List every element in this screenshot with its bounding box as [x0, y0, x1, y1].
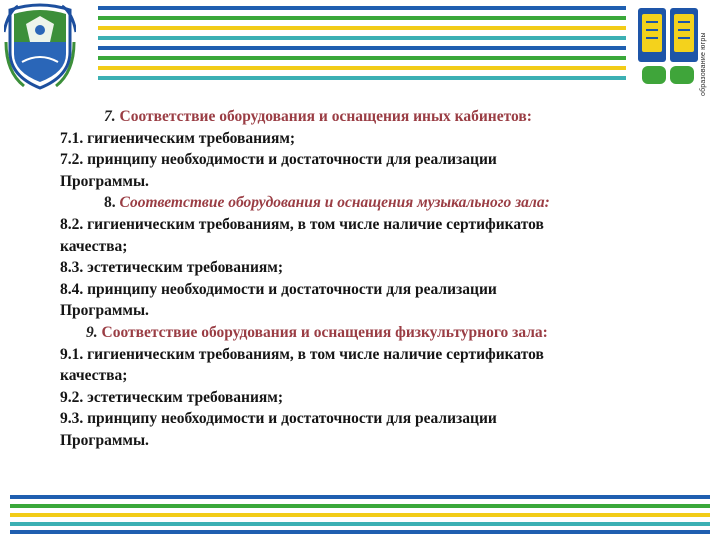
stripe-green	[10, 504, 710, 508]
section-heading	[60, 322, 660, 344]
section-number: 7.	[104, 108, 116, 125]
list-item-continuation: Программы.	[60, 172, 149, 190]
stripe-green	[98, 56, 626, 60]
section-title: Соответствие оборудования и оснащения иных кабинетов:	[119, 108, 532, 125]
section-title: Соответствие оборудования и оснащения музыкального зала:	[119, 194, 550, 212]
stripe-yellow	[10, 513, 710, 517]
list-item: 9.3. принципу необходимости и достаточности для реализации	[60, 410, 497, 428]
list-item: 8.2. гигиеническим требованиям, в том числе наличие сертификатов	[60, 215, 544, 233]
list-item-continuation: качества;	[60, 237, 128, 255]
coat-of-arms-emblem	[4, 2, 76, 92]
stripe-yellow	[98, 26, 626, 30]
list-item: 8.4. принципу необходимости и достаточности для реализации	[60, 280, 497, 298]
bottom-stripes	[10, 495, 710, 535]
section-heading	[60, 106, 660, 128]
section-heading	[60, 192, 660, 214]
section-number: 9.	[86, 323, 98, 341]
stripe-blue	[10, 495, 710, 499]
stripe-blue	[98, 6, 626, 10]
document-body	[60, 106, 660, 452]
top-stripes	[98, 6, 626, 86]
list-item-continuation: Программы.	[60, 431, 149, 449]
section-title: Соответствие оборудования и оснащения физкультурного зала:	[101, 323, 548, 341]
list-item: 8.3. эстетическим требованиям;	[60, 259, 284, 277]
education-logo	[636, 6, 700, 90]
stripe-teal	[10, 522, 710, 526]
stripe-teal	[98, 36, 626, 40]
section-number: 8.	[104, 194, 116, 212]
stripe-blue	[10, 530, 710, 534]
list-item: 9.1. гигиеническим требованиям, в том числе наличие сертификатов	[60, 345, 544, 363]
stripe-yellow	[98, 66, 626, 70]
list-item: 7.2. принципу необходимости и достаточности для реализации	[60, 151, 497, 169]
stripe-blue	[98, 46, 626, 50]
list-item-continuation: Программы.	[60, 302, 149, 320]
logo-caption: образование югры	[700, 32, 707, 96]
stripe-green	[98, 16, 626, 20]
list-item: 9.2. эстетическим требованиям;	[60, 388, 284, 406]
list-item-continuation: качества;	[60, 367, 128, 385]
list-item: 7.1. гигиеническим требованиям;	[60, 129, 296, 147]
stripe-teal	[98, 76, 626, 80]
